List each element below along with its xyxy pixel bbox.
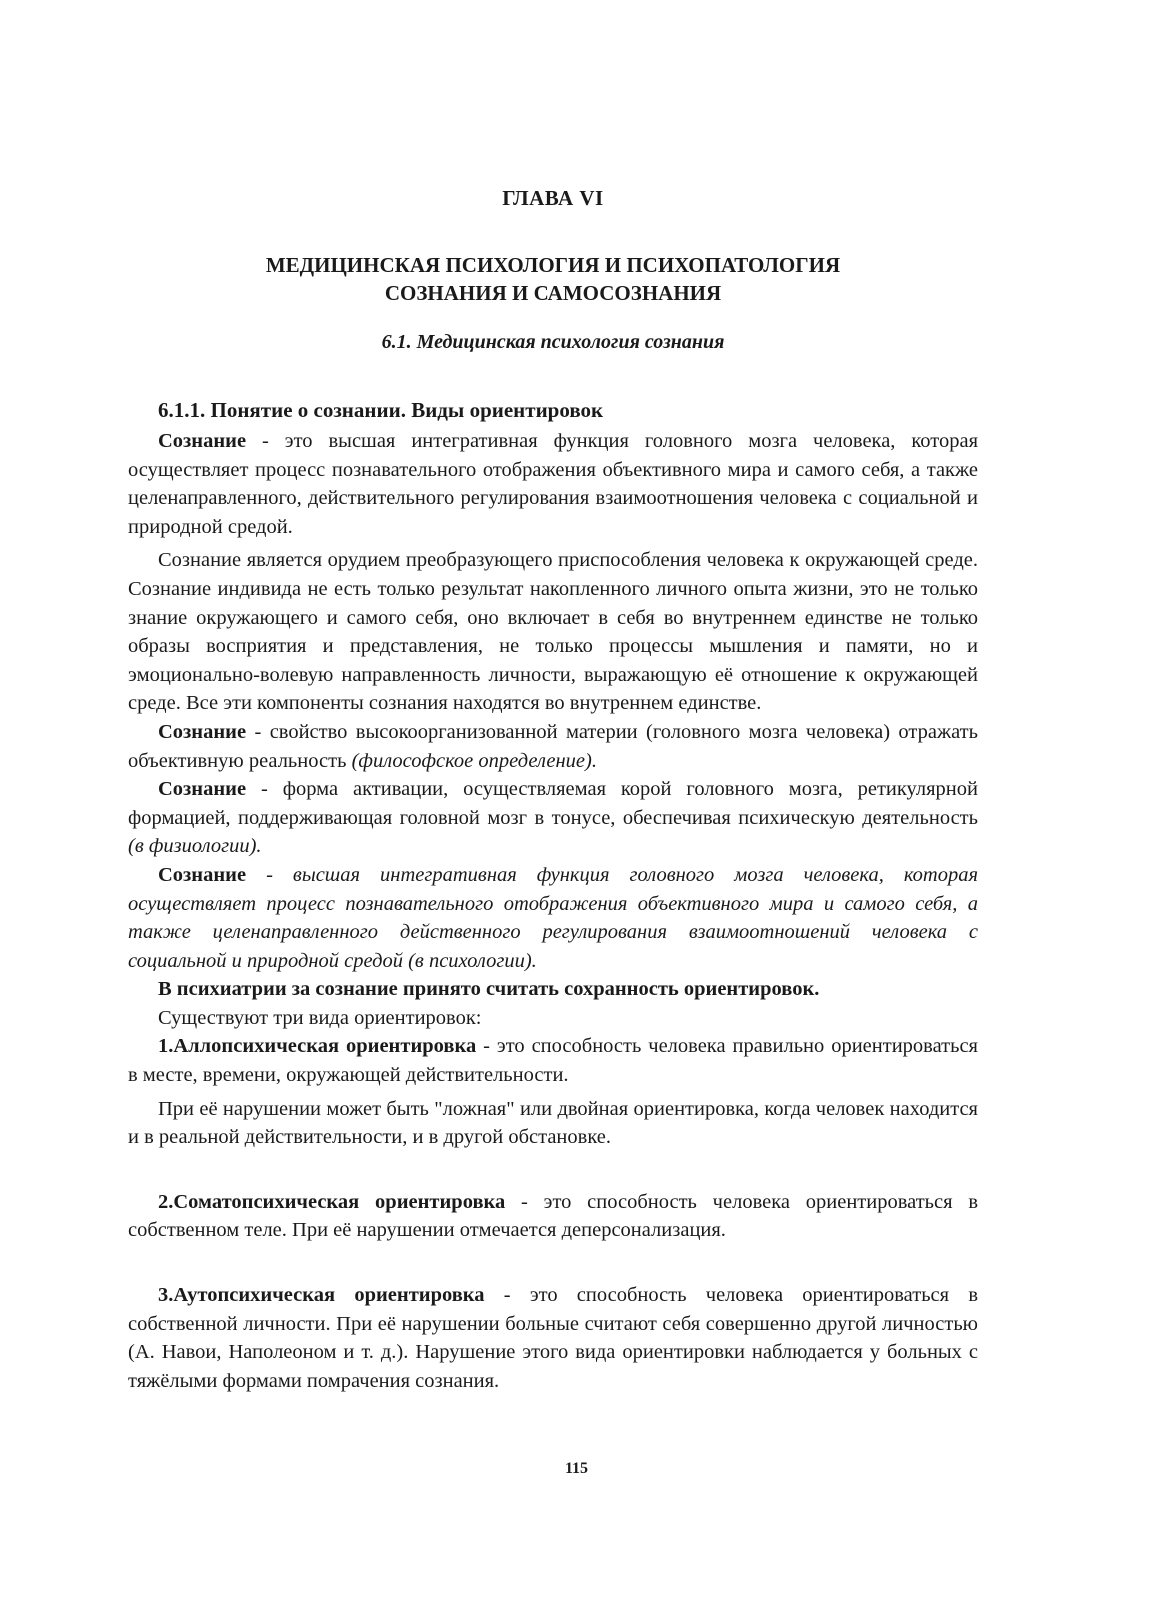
paragraph-7: Существуют три вида ориентировок: (158, 1006, 482, 1029)
term: Сознание (158, 863, 247, 886)
paragraph-8: 1.Аллопсихическая ориентировка - это способность человека правильно ориентироваться в месте, времени, окружающей действительности. (128, 1035, 978, 1087)
chapter-title-line2: СОЗНАНИЯ И САМОСОЗНАНИЯ (384, 281, 722, 305)
section-heading: 6.1. Медицинская психология сознания (381, 331, 725, 353)
paragraph-6: В психиатрии за сознание принято считать сохранность ориентировок. (158, 978, 820, 1001)
term: 3.Аутопсихическая ориентировка (158, 1284, 485, 1307)
document-page (128, 186, 978, 1395)
paragraph-5: Сознание - высшая интегративная функция головного мозга человека, которая осуществляет процесс познавательного отображения объективного мира и самого себя, а также целенаправленного действенного регулирования взаимоотношений человека с социальной и природной средой (в психологии). (128, 863, 979, 972)
paragraph-1: Сознание - это высшая интегративная функция головного мозга человека, которая осуществляет процесс познавательного отображения объективного мира и самого себя, а также целенаправленного, действительного регулирования взаимоотношения человека с социальной и природной средой. (128, 430, 978, 538)
paragraph-11: 3.Аутопсихическая ориентировка - это способность человека ориентироваться в собственной личности. При её нарушении больные считают себя совершенно другой личностью (А. Навои, Наполеоном и т. д.). Нарушение этого вида ориентировки наблюдается у больных с тяжёлыми формами помрачения сознания. (128, 1284, 978, 1392)
chapter-title-line1: МЕДИЦИНСКАЯ ПСИХОЛОГИЯ И ПСИХОПАТОЛОГИЯ (265, 253, 841, 277)
page-number: 115 (564, 1460, 589, 1477)
paragraph-9: При её нарушении может быть "ложная" или двойная ориентировка, когда человек находится и в реальной действительности, и в другой обстановке. (128, 1097, 978, 1149)
paragraph-2: Сознание является орудием преобразующего приспособления человека к окружающей среде. Сознание индивида не есть только результат накопленного личного опыта жизни, это не только знание окружающего и самого себя, оно включает в себя во внутреннем единстве не только образы восприятия и представления, не только процессы мышления и памяти, но и эмоционально-волевую направленность личности, выражающую её отношение к окружающей среде. Все эти компоненты сознания находятся во внутреннем единстве. (128, 549, 978, 715)
term: Сознание (158, 778, 247, 801)
term: 2.Соматопсихическая ориентировка (158, 1190, 506, 1213)
paragraph-4: Сознание - форма активации, осуществляемая корой головного мозга, ретикулярной формацией, поддерживающая головной мозг в тонусе, обеспечивая психическую деятельность (в физиологии). (128, 778, 978, 858)
subsection-heading: 6.1.1. Понятие о сознании. Виды ориентировок (158, 398, 604, 422)
term: Сознание (158, 430, 247, 452)
paragraph-10: 2.Соматопсихическая ориентировка - это способность человека ориентироваться в собственном теле. При её нарушении отмечается деперсонализация. (128, 1190, 978, 1242)
chapter-heading: ГЛАВА VI (502, 186, 604, 210)
paragraph-3: Сознание - свойство высокоорганизованной материи (головного мозга человека) отражать объективную реальность (философское определение). (128, 720, 978, 772)
term: Сознание (158, 720, 247, 743)
term: 1.Аллопсихическая ориентировка (158, 1035, 477, 1058)
